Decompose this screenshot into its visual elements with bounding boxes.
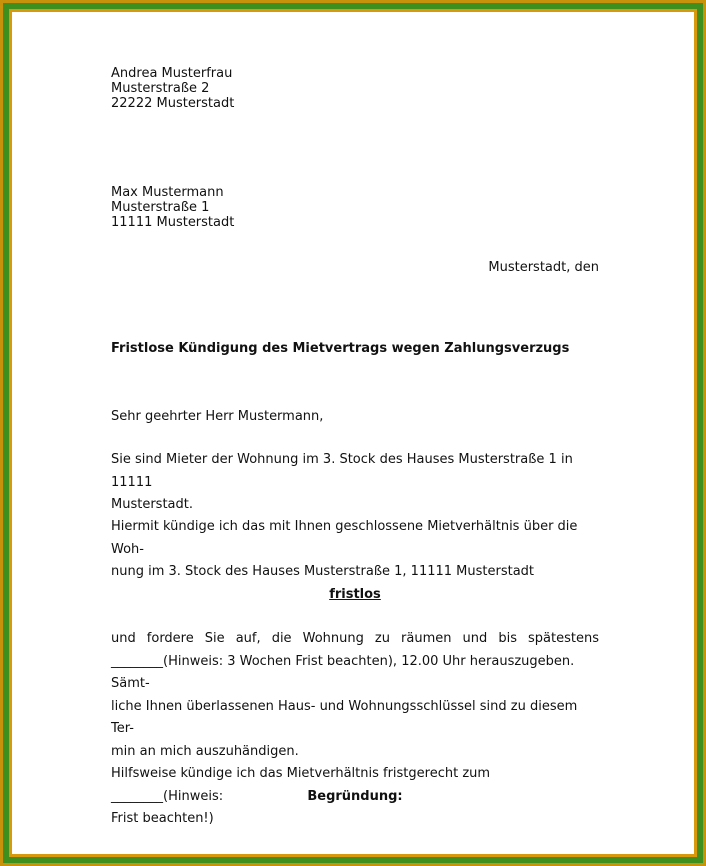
recipient-city: 11111 Musterstadt bbox=[111, 215, 235, 230]
emphasis-fristlos: fristlos bbox=[329, 587, 381, 602]
sender-city: 22222 Musterstadt bbox=[111, 96, 235, 111]
paragraph-line: min an mich auszuhändigen. bbox=[111, 743, 299, 759]
paragraph-line: Hilfsweise kündige ich das Mietverhältnis fristgerecht zum ________(Hinweis: bbox=[111, 766, 491, 804]
paragraph-termination bbox=[111, 516, 599, 584]
paragraph-line: Frist beachten!) bbox=[111, 811, 214, 826]
paragraph-line: Sie sind Mieter der Wohnung im 3. Stock des Hauses Musterstraße 1 in 11111 bbox=[111, 452, 573, 490]
paragraph-line: ________(Hinweis: 3 Wochen Frist beachten), 12.00 Uhr herauszugeben. Sämt- bbox=[111, 653, 575, 691]
paragraph-line: liche Ihnen überlassenen Haus- und Wohnungsschlüssel sind zu diesem Ter- bbox=[111, 698, 578, 736]
paragraph-tenant-info bbox=[111, 449, 599, 517]
paragraph-line: und fordere Sie auf, die Wohnung zu räumen und bis spätestens bbox=[111, 631, 599, 646]
date-line: Musterstadt, den bbox=[488, 260, 599, 275]
paragraph-line: Musterstadt. bbox=[111, 497, 193, 512]
sender-name: Andrea Musterfrau bbox=[111, 66, 233, 81]
reason-heading: Begründung: bbox=[307, 789, 403, 804]
sender-street: Musterstraße 2 bbox=[111, 81, 210, 96]
subject-line: Fristlose Kündigung des Mietvertrags wegen Zahlungsverzugs bbox=[111, 341, 570, 356]
recipient-street: Musterstraße 1 bbox=[111, 200, 210, 215]
paragraph-line: Hiermit kündige ich das mit Ihnen geschlossene Mietverhältnis über die Woh- bbox=[111, 519, 578, 557]
recipient-name: Max Mustermann bbox=[111, 185, 224, 200]
paragraph-line: nung im 3. Stock des Hauses Musterstraße 1, 11111 Musterstadt bbox=[111, 564, 535, 579]
salutation: Sehr geehrter Herr Mustermann, bbox=[111, 409, 324, 424]
